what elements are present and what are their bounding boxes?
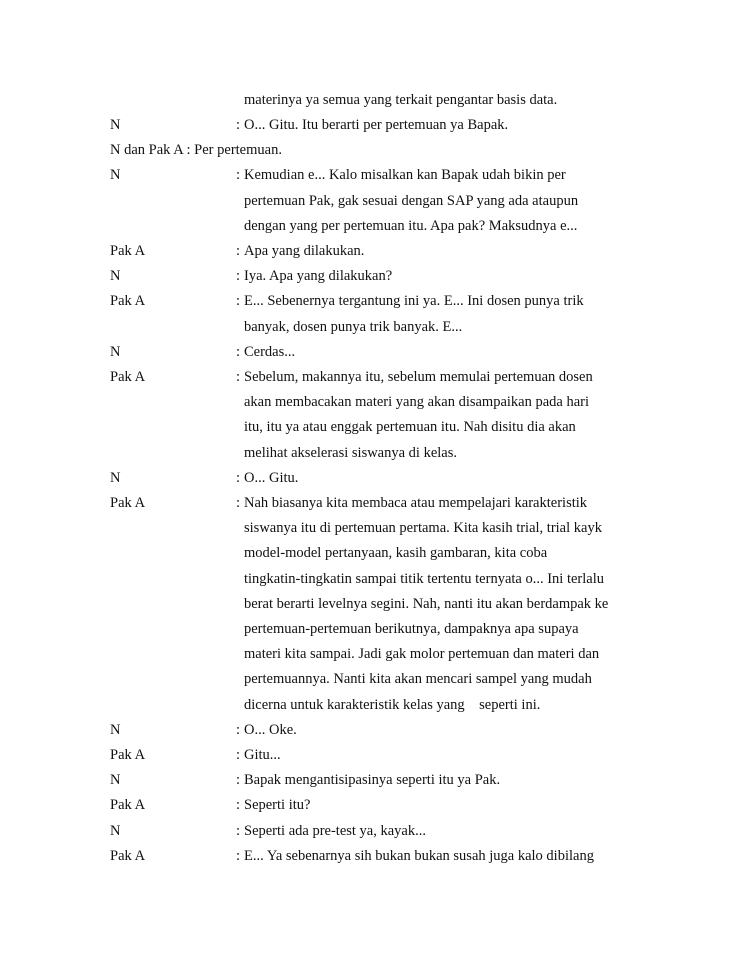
transcript-entry-combined: N dan Pak A : Per pertemuan. <box>110 142 282 159</box>
utterance-line: E... Ya sebenarnya sih bukan bukan susah juga kalo dibilang <box>244 847 594 864</box>
speaker-label: Pak A <box>110 369 146 386</box>
utterance-line: Seperti ada pre-test ya, kayak... <box>244 822 426 839</box>
separator: : <box>236 797 241 814</box>
speaker-label: Pak A <box>110 847 146 864</box>
speaker-label: N <box>110 343 121 360</box>
speaker-label: Pak A <box>110 293 146 310</box>
utterance-line: pertemuan-pertemuan berikutnya, dampaknya apa supaya <box>244 621 579 638</box>
utterance-line: berat berarti levelnya segini. Nah, nanti itu akan berdampak ke <box>244 595 609 612</box>
transcript-entry <box>110 466 630 491</box>
separator: : <box>236 847 241 864</box>
utterance-line: model-model pertanyaan, kasih gambaran, kita coba <box>244 545 548 562</box>
separator: : <box>236 117 241 133</box>
transcript-entry <box>110 793 630 818</box>
separator: : <box>236 268 241 285</box>
speaker-label: N <box>110 167 121 184</box>
speaker-label: N <box>110 822 121 839</box>
utterance-line: banyak, dosen punya trik banyak. E... <box>244 318 463 335</box>
utterance-line: O... Gitu. Itu berarti per pertemuan ya Bapak. <box>244 117 509 133</box>
utterance-line: akan membacakan materi yang akan disampaikan pada hari <box>244 394 590 411</box>
transcript-entry <box>110 239 630 264</box>
transcript-entry <box>110 113 630 138</box>
separator: : <box>236 721 241 738</box>
utterance-line: pertemuan Pak, gak sesuai dengan SAP yang ada ataupun <box>244 192 579 209</box>
utterance-line: dengan yang per pertemuan itu. Apa pak? Maksudnya e... <box>244 217 578 234</box>
transcript-entry <box>110 163 630 239</box>
utterance-line: Bapak mengantisipasinya seperti itu ya Pak. <box>244 772 501 789</box>
utterance-line: Kemudian e... Kalo misalkan kan Bapak udah bikin per <box>244 167 566 184</box>
utterance-line: pertemuannya. Nanti kita akan mencari sampel yang mudah <box>244 671 592 688</box>
speaker-label: N <box>110 117 121 133</box>
transcript-entry <box>110 340 630 365</box>
utterance-line: E... Sebenernya tergantung ini ya. E... Ini dosen punya trik <box>244 293 584 310</box>
speaker-label: Pak A <box>110 747 146 764</box>
transcript <box>110 113 630 869</box>
utterance-line: Cerdas... <box>244 343 296 360</box>
utterance-line: Seperti itu? <box>244 797 311 814</box>
separator: : <box>236 167 241 184</box>
speaker-label: N <box>110 721 121 738</box>
utterance-line: materi kita sampai. Jadi gak molor pertemuan dan materi dan <box>244 646 600 663</box>
utterance-line: Apa yang dilakukan. <box>244 243 365 260</box>
utterance-line: siswanya itu di pertemuan pertama. Kita kasih trial, trial kayk <box>244 520 602 537</box>
speaker-label: N <box>110 772 121 789</box>
speaker-label: N <box>110 469 121 486</box>
utterance-line: Gitu... <box>244 747 281 764</box>
separator: : <box>236 369 241 386</box>
transcript-entry <box>110 264 630 289</box>
transcript-entry <box>110 768 630 793</box>
separator: : <box>236 495 241 512</box>
utterance-line: Sebelum, makannya itu, sebelum memulai pertemuan dosen <box>244 369 593 386</box>
utterance-line: Nah biasanya kita membaca atau mempelajari karakteristik <box>244 495 588 512</box>
separator: : <box>236 469 241 486</box>
separator: : <box>236 243 241 260</box>
separator: : <box>236 747 241 764</box>
utterance-line: O... Gitu. <box>244 469 299 486</box>
continuation-line: materinya ya semua yang terkait pengantar basis data. <box>244 92 558 108</box>
utterance-line: Iya. Apa yang dilakukan? <box>244 268 393 285</box>
transcript-entry <box>110 365 630 466</box>
utterance-line: tingkatin-tingkatin sampai titik tertentu ternyata o... Ini terlalu <box>244 570 604 587</box>
separator: : <box>236 343 241 360</box>
speaker-label: Pak A <box>110 495 146 512</box>
transcript-entry <box>110 743 630 768</box>
separator: : <box>236 772 241 789</box>
utterance-line: O... Oke. <box>244 721 297 738</box>
utterance-line: melihat akselerasi siswanya di kelas. <box>244 444 458 461</box>
separator: : <box>236 822 241 839</box>
transcript-entry <box>110 844 630 869</box>
transcript-entry <box>110 289 630 339</box>
transcript-entry <box>110 819 630 844</box>
speaker-label: N <box>110 268 121 285</box>
speaker-label: Pak A <box>110 797 146 814</box>
utterance-line: itu, itu ya atau enggak pertemuan itu. Nah disitu dia akan <box>244 419 576 436</box>
transcript-entry <box>110 491 630 718</box>
transcript-entry <box>110 718 630 743</box>
speaker-label: Pak A <box>110 243 146 260</box>
separator: : <box>236 293 241 310</box>
utterance-line: dicerna untuk karakteristik kelas yang seperti ini. <box>244 696 541 713</box>
